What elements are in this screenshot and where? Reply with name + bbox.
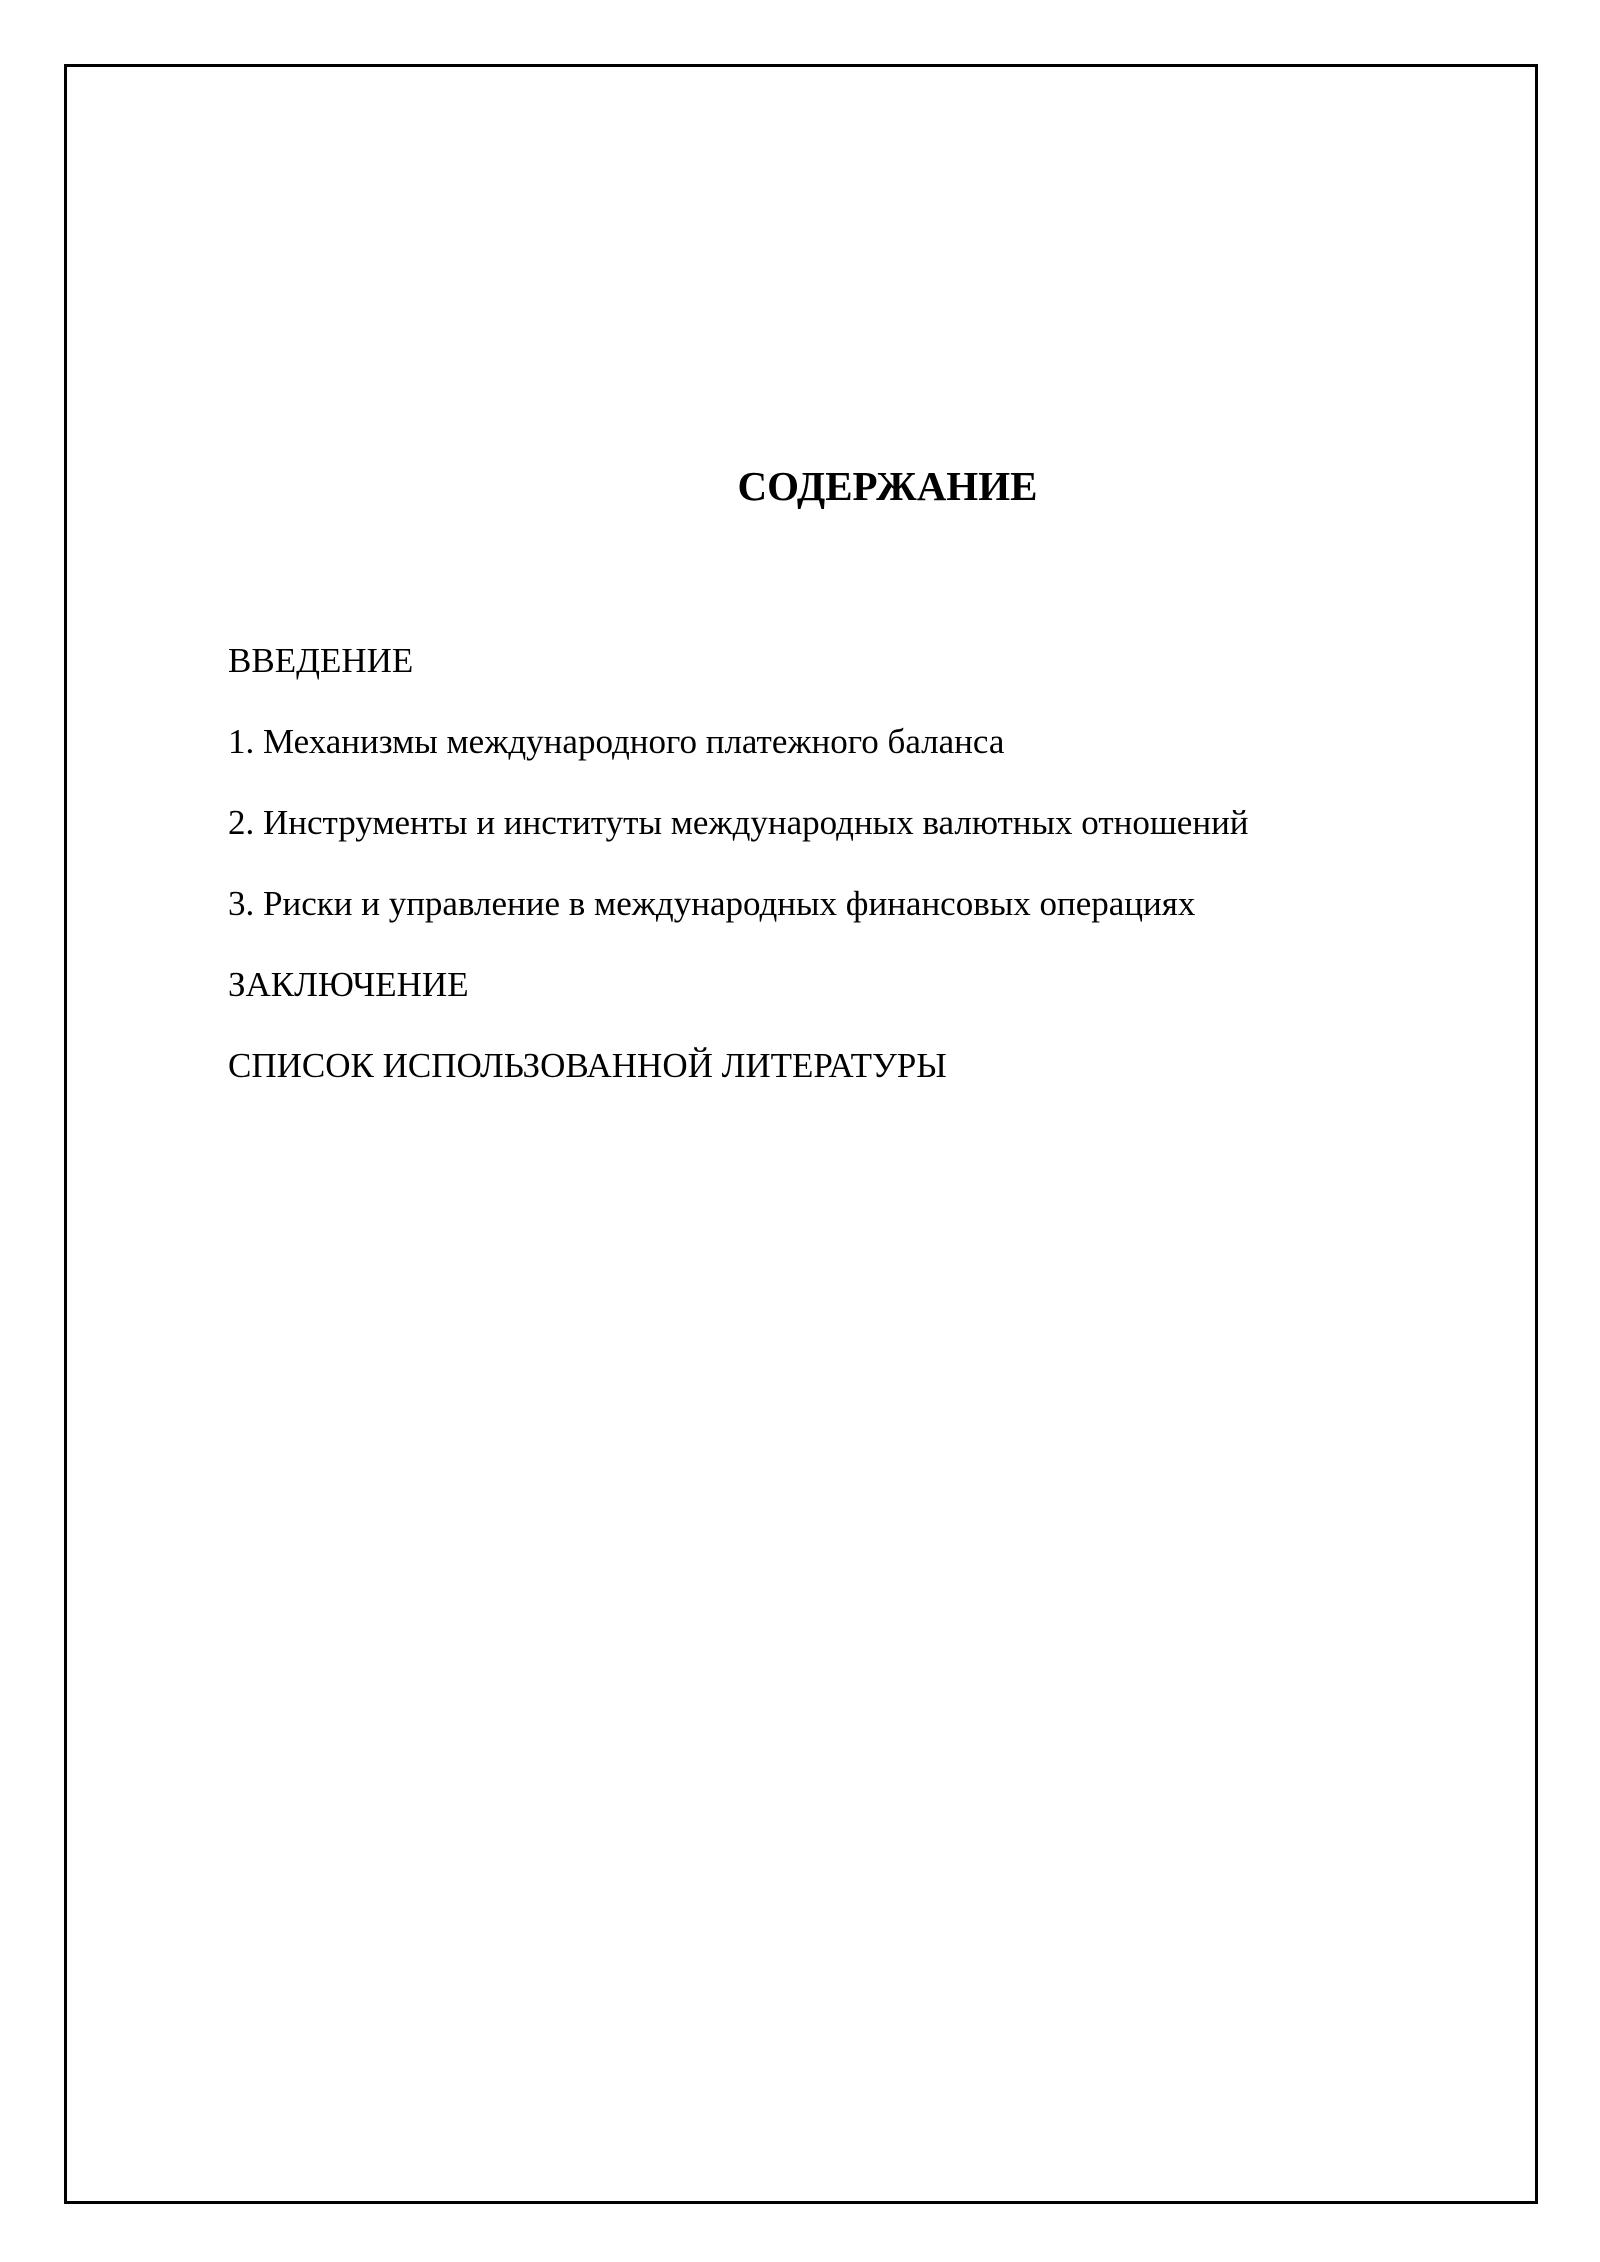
table-of-contents <box>228 640 1249 1126</box>
toc-item-introduction: ВВЕДЕНИЕ <box>228 641 414 680</box>
page-title: СОДЕРЖАНИЕ <box>737 463 1038 509</box>
page-border <box>64 64 1538 2204</box>
toc-item-conclusion: ЗАКЛЮЧЕНИЕ <box>228 965 469 1004</box>
toc-item-chapter-1: 1. Механизмы международного платежного баланса <box>228 722 1005 761</box>
toc-item-chapter-2: 2. Инструменты и институты международных валютных отношений <box>228 803 1249 842</box>
toc-item-references: СПИСОК ИСПОЛЬЗОВАННОЙ ЛИТЕРАТУРЫ <box>228 1046 947 1085</box>
toc-item-chapter-3: 3. Риски и управление в международных финансовых операциях <box>228 884 1196 923</box>
